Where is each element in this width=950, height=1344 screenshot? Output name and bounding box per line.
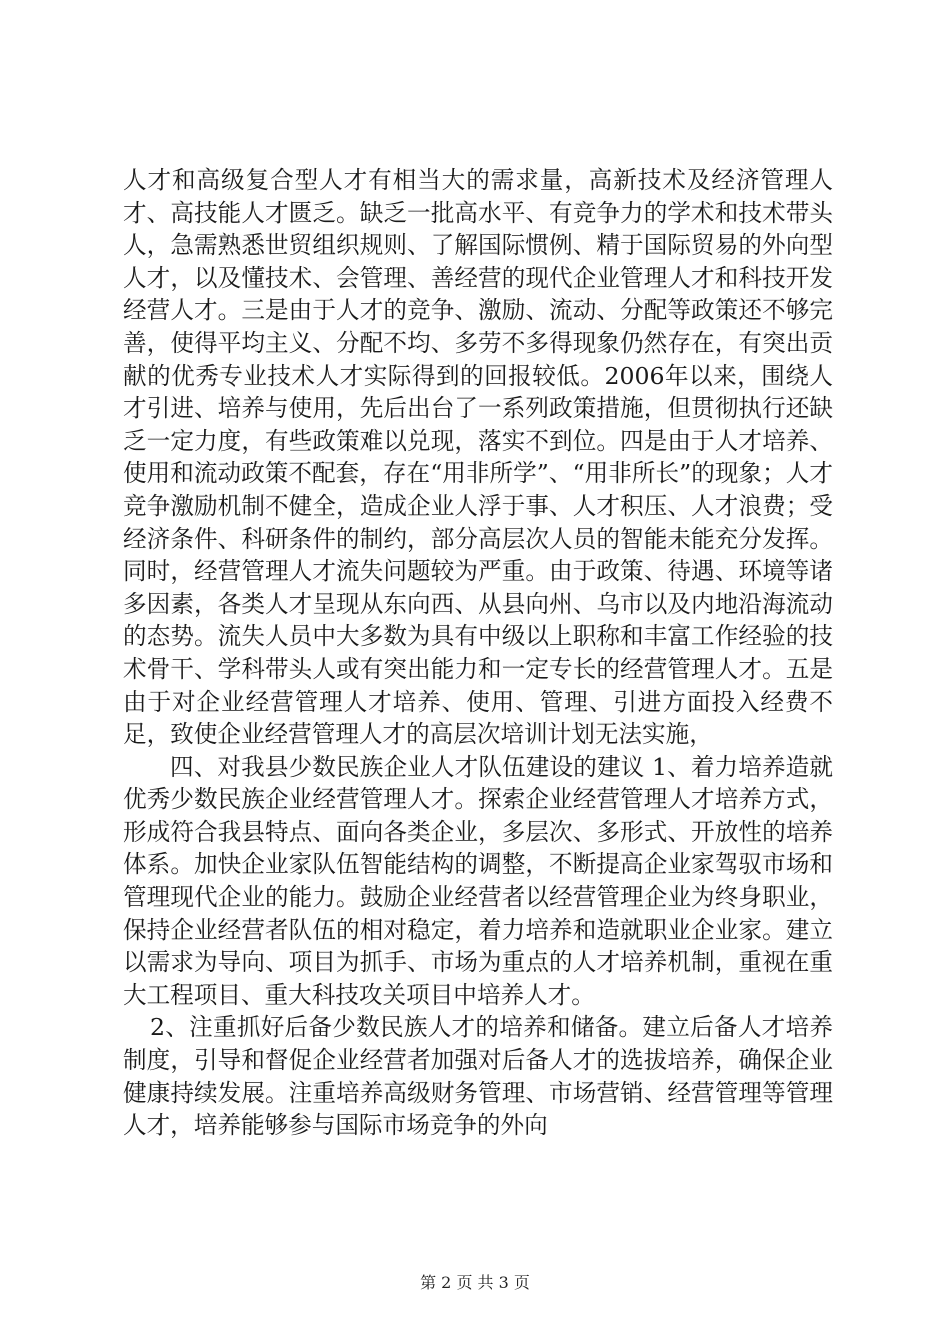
paragraph: 四、对我县少数民族企业人才队伍建设的建议 1、着力培养造就优秀少数民族企业经营管理人才。探索企业经营管理人才培养方式，形成符合我县特点、面向各类企业，多层次、多形式、开放性的培养体系。加快企业家队伍智能结构的调整，不断提高企业家驾驭市场和管理现代企业的能力。鼓励企业经营者以经营管理企业为终身职业，保持企业经营者队伍的相对稳定，着力培养和造就职业企业家。建立以需求为导向、项目为抓手、市场为重点的人才培养机制，重视在重大工程项目、重大科技攻关项目中培养人才。 (123, 752, 833, 1009)
page-footer: 第 2 页 共 3 页 (420, 1273, 530, 1292)
paragraph: 2、注重抓好后备少数民族人才的培养和储备。建立后备人才培养制度，引导和督促企业经营者加强对后备人才的选拔培养，确保企业健康持续发展。注重培养高级财务管理、市场营销、经营管理等管理人才，培养能够参与国际市场竞争的外向 (123, 1013, 833, 1140)
document-body (123, 164, 833, 1142)
paragraph: 人才和高级复合型人才有相当大的需求量，高新技术及经济管理人才、高技能人才匮乏。缺乏一批高水平、有竞争力的学术和技术带头人，急需熟悉世贸组织规则、了解国际惯例、精于国际贸易的外向型人才，以及懂技术、会管理、善经营的现代企业管理人才和科技开发经营人才。三是由于人才的竞争、激励、流动、分配等政策还不够完善，使得平均主义、分配不均、多劳不多得现象仍然存在，有突出贡献的优秀专业技术人才实际得到的回报较低。2006年以来，围绕人才引进、培养与使用，先后出台了一系列政策措施，但贯彻执行还缺乏一定力度，有些政策难以兑现，落实不到位。四是由于人才培养、使用和流动政策不配套，存在“用非所学”、“用非所长”的现象；人才竞争激励机制不健全，造成企业人浮于事、人才积压、人才浪费；受经济条件、科研条件的制约，部分高层次人员的智能未能充分发挥。同时，经营管理人才流失问题较为严重。由于政策、待遇、环境等诸多因素，各类人才呈现从东向西、从县向州、乌市以及内地沿海流动的态势。流失人员中大多数为具有中级以上职称和丰富工作经验的技术骨干、学科带头人或有突出能力和一定专长的经营管理人才。五是由于对企业经营管理人才培养、使用、管理、引进方面投入经费不足，致使企业经营管理人才的高层次培训计划无法实施， (123, 166, 833, 749)
